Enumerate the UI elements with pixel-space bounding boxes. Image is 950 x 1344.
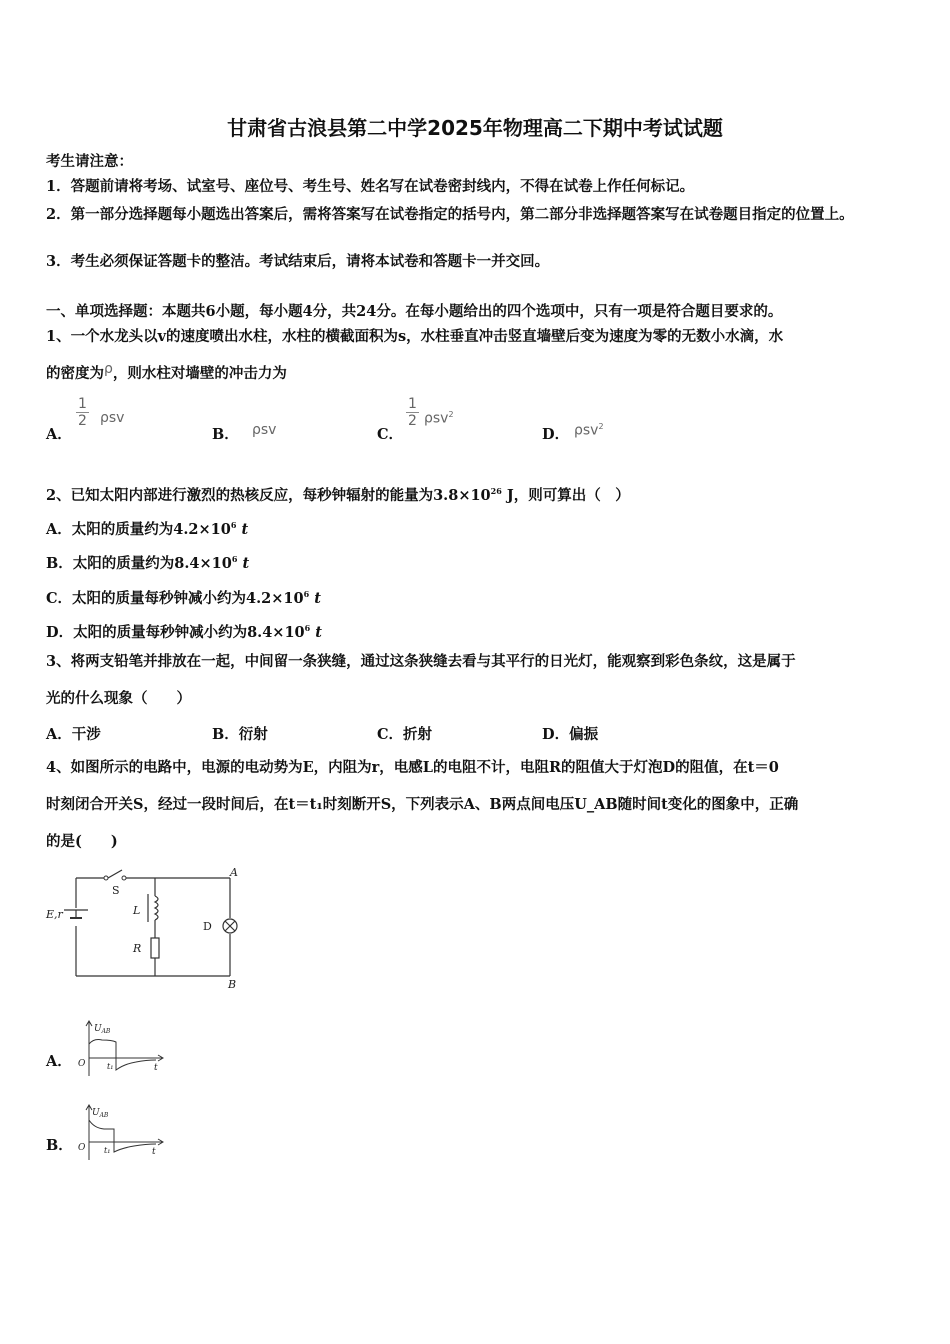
q1-option-a-expr: ρsv [100,410,125,426]
q1-text-a: 的密度为 [46,365,104,382]
resistor-label: R [133,942,142,955]
graph-a-origin: O [78,1059,86,1069]
graph-b-t-label: t [152,1147,156,1157]
q1-line1: 1、一个水龙头以v的速度喷出水柱，水柱的横截面积为s，水柱垂直冲击竖直墙壁后变为速度为零的无数小水滴，水 [46,328,784,345]
graph-b-y-label: U [92,1108,100,1118]
q1-option-a-label: A． [46,426,72,443]
source-label: E,r [46,908,63,921]
circuit-diagram [40,862,250,992]
notice-item-1: 1．答题前请将考场、试室号、座位号、考生号、姓名写在试卷密封线内，不得在试卷上作任何标记。 [46,178,695,195]
q1-line2 [46,361,906,384]
switch-label: S [112,884,120,897]
q4-line1: 4、如图所示的电路中，电源的电动势为E，内阻为r，电感L的电阻不计，电阻R的阻值大于灯泡D的阻值，在t＝0 [46,759,779,776]
q2-option-c: C．太阳的质量每秒钟减小约为$4.2\times 10^6$ t [46,589,321,607]
section-heading: 一、单项选择题：本题共6小题，每小题4分，共24分。在每小题给出的四个选项中，只有一项是符合题目要求的。 [46,303,783,320]
q1-option-c-expr: ρsv$^2$ [424,410,454,427]
notice-item-3: 3．考生必须保证答题卡的整洁。考试结束后，请将本试卷和答题卡一并交回。 [46,253,550,270]
q4-option-a-label: A． [46,1053,72,1070]
q3-option-d: D．偏振 [542,726,599,743]
q4-option-a-graph [74,1018,174,1080]
lamp-label: D [203,920,212,933]
svg-text:UAB [92,1108,109,1119]
q2-stem: 2、已知太阳内部进行激烈的热核反应，每秒钟辐射的能量为$3.8\times 10^{26}$ J，则可算出（ ） [46,486,630,504]
notice-item-2: 2．第一部分选择题每小题选出答案后，需将答案写在试卷指定的括号内，第二部分非选择题答案写在试卷题目指定的位置上。 [46,206,854,223]
q2-option-a: A．太阳的质量约为$4.2\times 10^6$ t [46,520,249,538]
q3-line1: 3、将两支铅笔并排放在一起，中间留一条狭缝，通过这条狭缝去看与其平行的日光灯，能观察到彩色条纹，这是属于 [46,653,796,670]
q1-option-c-fraction: $\frac{1}{2}$ [408,396,417,429]
q3-option-a: A．干涉 [46,726,101,743]
node-b-label: B [228,978,237,991]
q3-option-c: C．折射 [377,726,433,743]
q1-option-a-fraction: $\frac{1}{2}$ [78,396,87,429]
q3-line2: 光的什么现象（ ） [46,690,191,707]
graph-a-y-sub: AB [101,1028,111,1035]
page-title: 甘肃省古浪县第二中学2025年物理高二下期中考试试题 [227,116,723,140]
q1-option-d-label: D． [542,426,570,443]
q1-option-b-label: B． [212,426,239,443]
graph-b-y-sub: AB [99,1112,109,1119]
svg-text:UAB [94,1024,111,1035]
q1-text-b: ，则水柱对墙壁的冲击力为 [112,365,287,382]
graph-b-origin: O [78,1143,86,1153]
inductor-label: L [133,904,141,917]
node-a-label: A [230,866,238,879]
graph-a-y-label: U [94,1024,102,1034]
q1-rho: ρ [104,361,113,377]
graph-a-t1: t₁ [107,1062,114,1071]
q1-option-d-expr: ρsv$^2$ [574,422,604,439]
graph-a-t-label: t [154,1063,158,1073]
q4-option-b-graph [74,1102,174,1164]
q4-option-b-label: B． [46,1137,73,1154]
notice-heading: 考生请注意： [46,153,133,170]
graph-b-t1: t₁ [104,1146,111,1155]
q4-line3: 的是( ) [46,833,118,850]
q2-option-b: B．太阳的质量约为$8.4\times 10^6$ t [46,554,250,572]
q4-line2: 时刻闭合开关S，经过一段时间后，在t＝t₁时刻断开S，下列表示A、B两点间电压U_AB随时间t变化的图象中，正确 [46,796,799,813]
q3-option-b: B．衍射 [212,726,268,743]
q2-option-d: D．太阳的质量每秒钟减小约为$8.4\times 10^6$ t [46,623,322,641]
q1-option-b-expr: ρsv [252,422,277,438]
q1-option-c-label: C． [377,426,404,443]
